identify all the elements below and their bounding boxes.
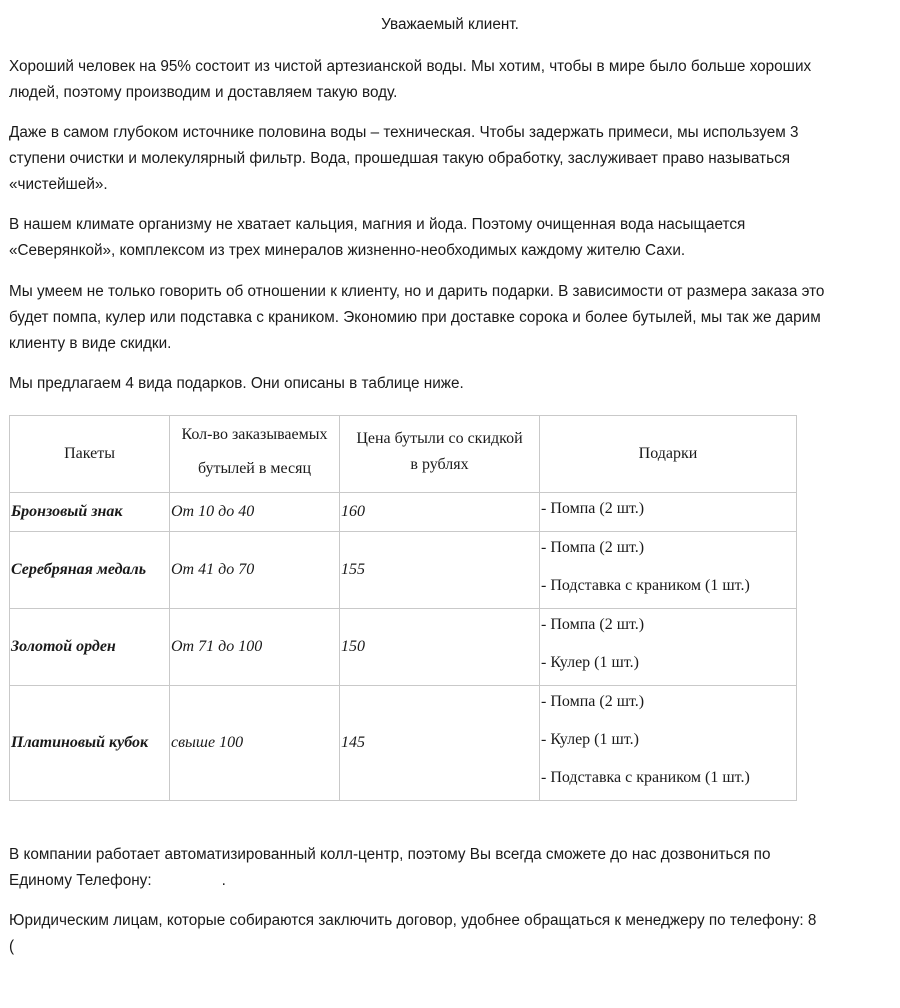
quantity-range: От 10 до 40 [170, 493, 340, 532]
discount-price: 150 [340, 609, 540, 686]
gift-list [540, 532, 797, 609]
table-header-row [10, 416, 797, 493]
header-price-line: Цена бутыли со скидкой [356, 430, 523, 447]
paragraph-intro [9, 54, 900, 106]
gift-item: - Кулер (1 шт.) [541, 731, 639, 748]
paragraph-line: Мы умеем не только говорить об отношении к клиенту, но и дарить подарки. В зависимости от размера заказа это [9, 283, 825, 300]
paragraph-line: ступени очистки и молекулярный фильтр. Вода, прошедшая такую обработку, заслуживает право называться [9, 150, 791, 167]
paragraph-line [9, 868, 900, 894]
quantity-range: От 71 до 100 [170, 609, 340, 686]
table-row [10, 493, 797, 532]
quantity-range: От 41 до 70 [170, 532, 340, 609]
letter-greeting: Уважаемый клиент. [381, 16, 519, 33]
header-price-line: в рублях [410, 456, 469, 473]
gift-list [540, 609, 797, 686]
package-name: Бронзовый знак [10, 493, 170, 532]
paragraph-line: «чистейшей». [9, 176, 108, 193]
paragraph-line: В компании работает автоматизированный колл-центр, поэтому Вы всегда сможете до нас дозвониться по [9, 846, 771, 863]
paragraph-line: клиенту в виде скидки. [9, 335, 172, 352]
table-row [10, 609, 797, 686]
phone-trailing-dot: . [221, 872, 226, 889]
gift-list [540, 686, 797, 801]
paragraph-line: Юридическим лицам, которые собираются заключить договор, удобнее обращаться к менеджеру по телефону: 8 [9, 912, 817, 929]
gift-item: - Помпа (2 шт.) [541, 616, 645, 633]
gift-item: - Подставка с краником (1 шт.) [541, 577, 750, 594]
header-package: Пакеты [10, 416, 170, 493]
package-name: Золотой орден [10, 609, 170, 686]
header-gifts: Подарки [540, 416, 797, 493]
paragraph-line: Мы предлагаем 4 вида подарков. Они описаны в таблице ниже. [9, 375, 464, 392]
paragraph-minerals [9, 212, 900, 264]
package-name: Серебряная медаль [10, 532, 170, 609]
gift-list [540, 493, 797, 532]
paragraph-call-center [9, 842, 900, 894]
paragraph-line: людей, поэтому производим и доставляем такую воду. [9, 84, 398, 101]
header-quantity [170, 416, 340, 493]
package-name: Платиновый кубок [10, 686, 170, 801]
paragraph-line: Даже в самом глубоком источнике половина воды – техническая. Чтобы задержать примеси, мы используем 3 [9, 124, 799, 141]
redacted-phone [152, 874, 222, 888]
quantity-range: свыше 100 [170, 686, 340, 801]
gift-item: - Помпа (2 шт.) [541, 539, 645, 556]
paragraph-line: Хороший человек на 95% состоит из чистой артезианской воды. Мы хотим, чтобы в мире было больше хороших [9, 58, 812, 75]
gift-item: - Помпа (2 шт.) [541, 693, 645, 710]
phone-label: Единому Телефону: [9, 872, 152, 889]
paragraph-line: «Северянкой», комплексом из трех минералов жизненно-необходимых каждому жителю Сахи. [9, 242, 686, 259]
table-row [10, 686, 797, 801]
header-quantity-line: Кол-во заказываемых [181, 426, 328, 443]
discount-price: 160 [340, 493, 540, 532]
paragraph-line: будет помпа, кулер или подставка с краником. Экономию при доставке сорока и более бутылей, мы так же дарим [9, 309, 821, 326]
paragraph-gifts [9, 279, 900, 357]
table-row [10, 532, 797, 609]
paragraph-table-intro [9, 371, 900, 397]
paragraph-purification [9, 120, 900, 198]
paragraph-legal-entities [9, 908, 900, 960]
gift-item: - Подставка с краником (1 шт.) [541, 769, 750, 786]
paragraph-line: В нашем климате организму не хватает кальция, магния и йода. Поэтому очищенная вода насыщается [9, 216, 746, 233]
gift-item: - Помпа (2 шт.) [541, 500, 645, 517]
header-price [340, 416, 540, 493]
gift-item: - Кулер (1 шт.) [541, 654, 639, 671]
discount-price: 155 [340, 532, 540, 609]
header-quantity-line: бутылей в месяц [197, 460, 312, 477]
gift-packages-table [9, 415, 797, 801]
paragraph-line: ( [9, 938, 15, 955]
discount-price: 145 [340, 686, 540, 801]
